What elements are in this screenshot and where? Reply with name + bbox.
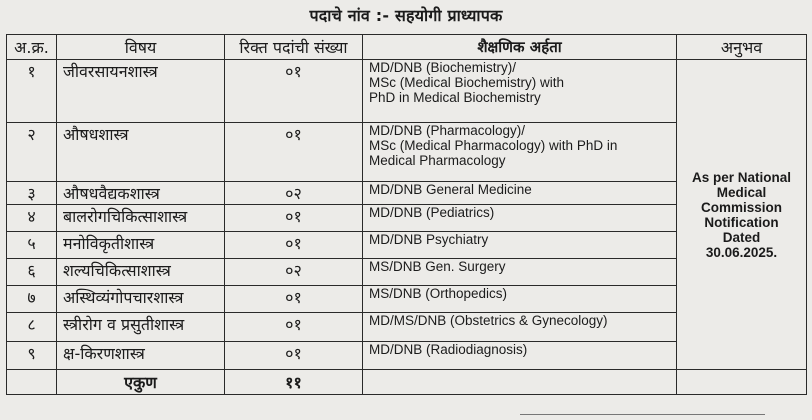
cell-qualification (363, 232, 677, 259)
cell-experience (677, 60, 807, 370)
total-empty-cell (677, 370, 807, 395)
header-vacancies: रिक्त पदांची संख्या (225, 35, 363, 60)
cell-subject: मनोविकृतीशास्त्र (57, 232, 225, 259)
header-subject: विषय (57, 35, 225, 60)
cell-vacancies: ०१ (225, 313, 363, 342)
cell-serial-no: ९ (7, 342, 57, 370)
cell-vacancies: ०२ (225, 259, 363, 286)
qualification-line: MD/DNB (Biochemistry)/ (369, 60, 517, 75)
table-row (7, 60, 807, 123)
cell-subject: बालरोगचिकित्साशास्त्र (57, 205, 225, 232)
cell-qualification (363, 182, 677, 205)
total-value: ११ (225, 370, 363, 395)
cell-qualification (363, 60, 677, 123)
cell-serial-no: ५ (7, 232, 57, 259)
post-title: पदाचे नांव :- सहयोगी प्राध्यापक (309, 6, 503, 25)
qualification-line: MD/DNB (Pediatrics) (369, 205, 495, 220)
cell-qualification (363, 286, 677, 313)
header-experience: अनुभव (677, 35, 807, 60)
cell-serial-no: ३ (7, 182, 57, 205)
total-row (7, 370, 807, 395)
vacancy-table (6, 34, 807, 395)
qualification-line: MD/DNB General Medicine (369, 182, 532, 197)
qualification-line: MD/DNB Psychiatry (369, 232, 489, 247)
cell-qualification (363, 205, 677, 232)
qualification-line: PhD in Medical Biochemistry (369, 90, 541, 105)
cell-serial-no: ४ (7, 205, 57, 232)
cell-vacancies: ०१ (225, 60, 363, 123)
experience-line: As per National (691, 169, 792, 185)
cell-vacancies: ०१ (225, 123, 363, 182)
cell-subject: जीवरसायनशास्त्र (57, 60, 225, 123)
cell-subject: शल्यचिकित्साशास्त्र (57, 259, 225, 286)
cell-subject: अस्थिव्यंगोपचारशास्त्र (57, 286, 225, 313)
divider-line (520, 414, 765, 415)
cell-qualification (363, 313, 677, 342)
qualification-line: MS/DNB Gen. Surgery (369, 259, 506, 274)
qualification-line: MSc (Medical Biochemistry) with (369, 75, 565, 90)
experience-line: Medical (716, 184, 767, 200)
cell-vacancies: ०२ (225, 182, 363, 205)
cell-vacancies: ०१ (225, 205, 363, 232)
total-empty-cell (363, 370, 677, 395)
cell-vacancies: ०१ (225, 286, 363, 313)
total-label: एकुण (57, 370, 225, 395)
qualification-line: MD/DNB (Pharmacology)/ (369, 123, 526, 138)
cell-serial-no: ७ (7, 286, 57, 313)
cell-vacancies: ०१ (225, 342, 363, 370)
experience-line: Dated (722, 229, 761, 245)
total-empty-cell (7, 370, 57, 395)
cell-vacancies: ०१ (225, 232, 363, 259)
cell-subject: क्ष-किरणशास्त्र (57, 342, 225, 370)
cell-serial-no: २ (7, 123, 57, 182)
cell-serial-no: ६ (7, 259, 57, 286)
cell-qualification (363, 123, 677, 182)
experience-line: Notification (704, 214, 779, 230)
experience-line: Commission (700, 199, 782, 215)
cell-subject: स्त्रीरोग व प्रसुतीशास्त्र (57, 313, 225, 342)
experience-line: 30.06.2025. (705, 244, 778, 260)
header-serial-no: अ.क्र. (7, 35, 57, 60)
qualification-line: MSc (Medical Pharmacology) with PhD in (369, 138, 618, 153)
qualification-line: MD/DNB (Radiodiagnosis) (369, 342, 528, 357)
cell-serial-no: ८ (7, 313, 57, 342)
cell-subject: औषधवैद्यकशास्त्र (57, 182, 225, 205)
table-header-row (7, 35, 807, 60)
header-qualification: शैक्षणिक अर्हता (363, 35, 677, 60)
cell-serial-no: १ (7, 60, 57, 123)
cell-subject: औषधशास्त्र (57, 123, 225, 182)
cell-qualification (363, 342, 677, 370)
qualification-line: MD/MS/DNB (Obstetrics & Gynecology) (369, 313, 608, 328)
qualification-line: MS/DNB (Orthopedics) (369, 286, 508, 301)
qualification-line: Medical Pharmacology (369, 153, 506, 168)
cell-qualification (363, 259, 677, 286)
